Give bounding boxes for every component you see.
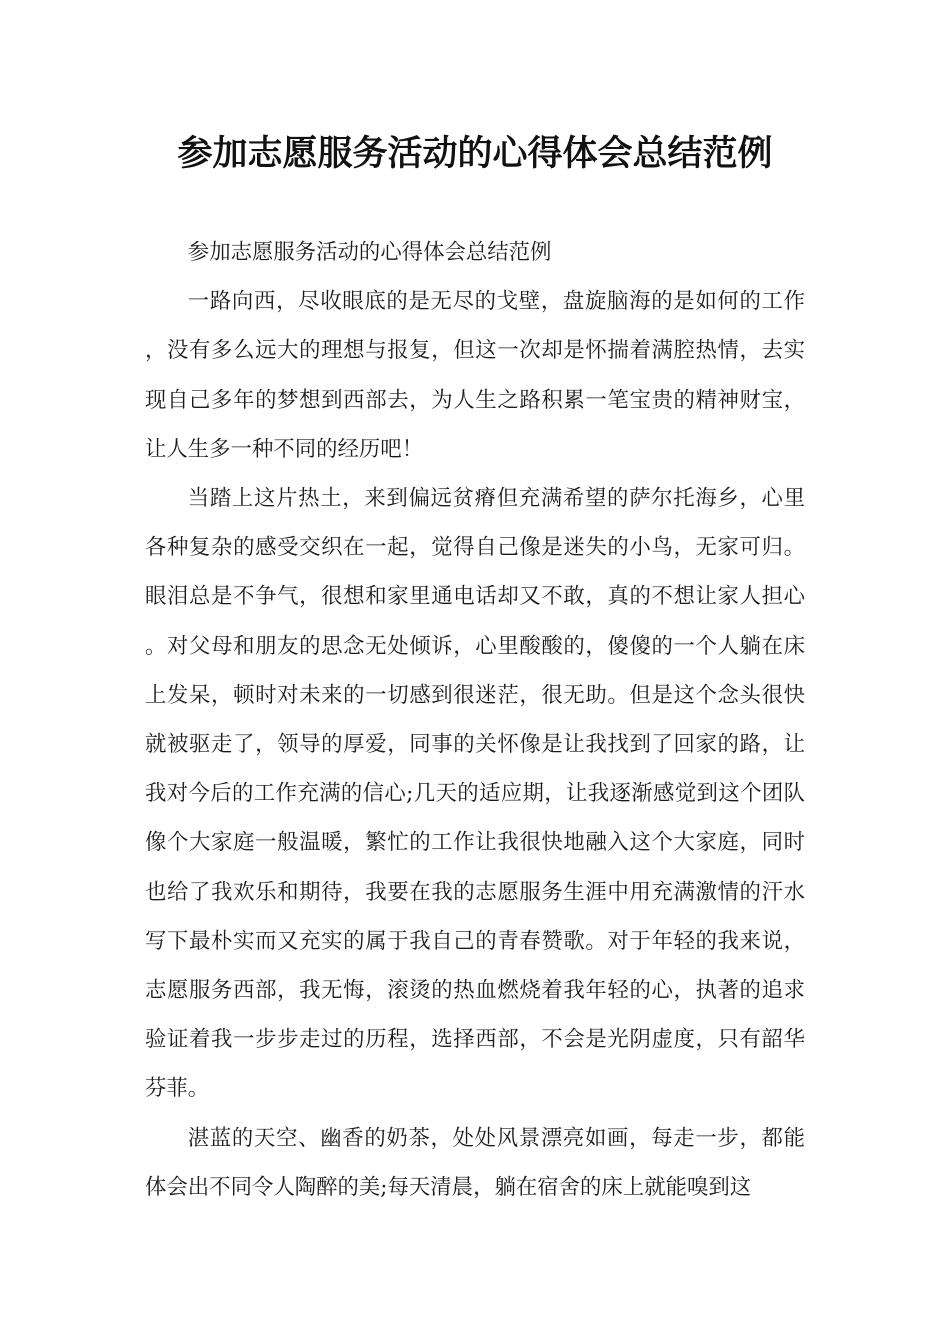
- paragraph-2: 当踏上这片热土，来到偏远贫瘠但充满希望的萨尔托海乡，心里各种复杂的感受交织在一起，觉得自己像是迷失的小鸟，无家可归。眼泪总是不争气，很想和家里通电话却又不敢，真的不想让家人担心。对父母和朋友的思念无处倾诉，心里酸酸的，傻傻的一个人躺在床上发呆，顿时对未来的一切感到很迷茫，很无助。但是这个念头很快就被驱走了，领导的厚爱，同事的关怀像是让我找到了回家的路，让我对今后的工作充满的信心;几天的适应期，让我逐渐感觉到这个团队像个大家庭一般温暖，繁忙的工作让我很快地融入这个大家庭，同时也给了我欢乐和期待，我要在我的志愿服务生涯中用充满激情的汗水写下最朴实而又充实的属于我自己的青春赞歌。对于年轻的我来说，志愿服务西部，我无悔，滚烫的热血燃烧着我年轻的心，执著的追求验证着我一步步走过的历程，选择西部，不会是光阴虚度，只有韶华芬菲。: [145, 486, 805, 1102]
- paragraph-subtitle: 参加志愿服务活动的心得体会总结范例: [187, 240, 552, 265]
- document-title: 参加志愿服务活动的心得体会总结范例: [177, 134, 773, 174]
- paragraph-3: 湛蓝的天空、幽香的奶茶，处处风景漂亮如画，每走一步，都能体会出不同令人陶醉的美;每天清晨，躺在宿舍的床上就能嗅到这: [145, 1125, 805, 1200]
- document-body: [145, 228, 805, 1212]
- paragraph-1: 一路向西，尽收眼底的是无尽的戈壁，盘旋脑海的是如何的工作，没有多么远大的理想与报复，但这一次却是怀揣着满腔热情，去实现自己多年的梦想到西部去，为人生之路积累一笔宝贵的精神财宝，让人生多一种不同的经历吧！: [145, 289, 805, 462]
